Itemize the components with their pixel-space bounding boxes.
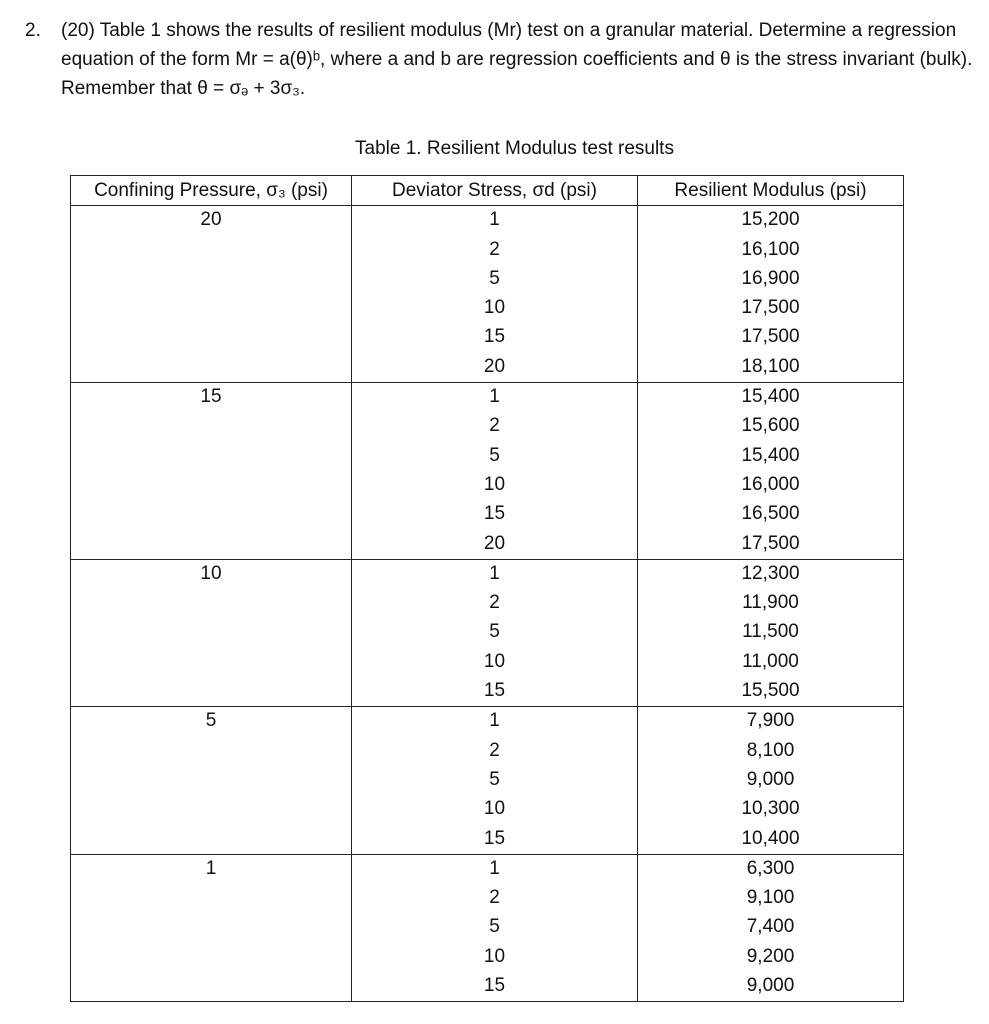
header-deviator-stress: Deviator Stress, σd (psi) <box>352 176 638 206</box>
table-row <box>71 677 904 707</box>
table-row <box>71 471 904 500</box>
header-confining-pressure: Confining Pressure, σ₃ (psi) <box>71 176 352 206</box>
table-row <box>71 795 904 824</box>
deviator-stress-cell: 10 <box>352 943 638 972</box>
resilient-modulus-cell: 6,300 <box>638 854 904 884</box>
table-row <box>71 294 904 323</box>
problem-number: 2. <box>25 20 41 41</box>
deviator-stress-cell: 5 <box>352 265 638 294</box>
table-row <box>71 618 904 647</box>
resilient-modulus-cell: 11,900 <box>638 589 904 618</box>
deviator-stress-cell: 5 <box>352 618 638 647</box>
confining-pressure-cell: 5 <box>71 707 352 737</box>
deviator-stress-cell: 1 <box>352 854 638 884</box>
deviator-stress-cell: 5 <box>352 766 638 795</box>
deviator-stress-cell: 15 <box>352 500 638 529</box>
confining-pressure-cell <box>71 677 352 707</box>
resilient-modulus-cell: 11,500 <box>638 618 904 647</box>
problem-statement <box>25 16 980 103</box>
table-row <box>71 530 904 560</box>
confining-pressure-cell <box>71 618 352 647</box>
deviator-stress-cell: 20 <box>352 530 638 560</box>
confining-pressure-cell <box>71 294 352 323</box>
table-row <box>71 442 904 471</box>
deviator-stress-cell: 10 <box>352 648 638 677</box>
deviator-stress-cell: 10 <box>352 294 638 323</box>
resilient-modulus-cell: 10,400 <box>638 825 904 855</box>
table-row <box>71 972 904 1002</box>
resilient-modulus-cell: 16,500 <box>638 500 904 529</box>
resilient-modulus-cell: 9,200 <box>638 943 904 972</box>
confining-pressure-cell <box>71 589 352 618</box>
resilient-modulus-cell: 16,000 <box>638 471 904 500</box>
confining-pressure-cell: 20 <box>71 206 352 236</box>
table-row <box>71 323 904 352</box>
confining-pressure-cell <box>71 530 352 560</box>
resilient-modulus-cell: 7,900 <box>638 707 904 737</box>
confining-pressure-cell <box>71 766 352 795</box>
resilient-modulus-cell: 18,100 <box>638 353 904 383</box>
confining-pressure-cell <box>71 884 352 913</box>
confining-pressure-cell <box>71 795 352 824</box>
deviator-stress-cell: 15 <box>352 677 638 707</box>
confining-pressure-cell <box>71 412 352 441</box>
deviator-stress-cell: 2 <box>352 589 638 618</box>
resilient-modulus-cell: 16,900 <box>638 265 904 294</box>
table-row <box>71 383 904 413</box>
resilient-modulus-cell: 11,000 <box>638 648 904 677</box>
table-row <box>71 236 904 265</box>
confining-pressure-cell <box>71 323 352 352</box>
deviator-stress-cell: 10 <box>352 471 638 500</box>
resilient-modulus-cell: 17,500 <box>638 323 904 352</box>
problem-text: (20) Table 1 shows the results of resilient modulus (Mr) test on a granular material. Determine a regression equation of the form Mr = a(θ)ᵇ, where a and b are regression coefficients and θ is the stress invariant (bulk). Remember that θ = σₔ + 3σ₃. <box>61 20 973 99</box>
resilient-modulus-cell: 9,100 <box>638 884 904 913</box>
confining-pressure-cell <box>71 265 352 294</box>
table-row <box>71 943 904 972</box>
confining-pressure-cell <box>71 913 352 942</box>
deviator-stress-cell: 5 <box>352 913 638 942</box>
confining-pressure-cell <box>71 500 352 529</box>
resilient-modulus-cell: 9,000 <box>638 766 904 795</box>
deviator-stress-cell: 5 <box>352 442 638 471</box>
resilient-modulus-cell: 15,400 <box>638 442 904 471</box>
resilient-modulus-cell: 15,200 <box>638 206 904 236</box>
resilient-modulus-cell: 15,400 <box>638 383 904 413</box>
deviator-stress-cell: 1 <box>352 206 638 236</box>
table-row <box>71 854 904 884</box>
confining-pressure-cell <box>71 943 352 972</box>
deviator-stress-cell: 1 <box>352 383 638 413</box>
confining-pressure-cell <box>71 442 352 471</box>
deviator-stress-cell: 2 <box>352 884 638 913</box>
table-row <box>71 825 904 855</box>
deviator-stress-cell: 15 <box>352 972 638 1002</box>
header-resilient-modulus: Resilient Modulus (psi) <box>638 176 904 206</box>
confining-pressure-cell <box>71 353 352 383</box>
resilient-modulus-cell: 17,500 <box>638 530 904 560</box>
table-row <box>71 412 904 441</box>
resilient-modulus-cell: 17,500 <box>638 294 904 323</box>
confining-pressure-cell <box>71 471 352 500</box>
resilient-modulus-cell: 12,300 <box>638 559 904 589</box>
resilient-modulus-cell: 8,100 <box>638 737 904 766</box>
table-caption: Table 1. Resilient Modulus test results <box>355 138 674 159</box>
deviator-stress-cell: 15 <box>352 825 638 855</box>
table-header-row <box>71 176 904 206</box>
confining-pressure-cell <box>71 648 352 677</box>
table-row <box>71 265 904 294</box>
table-row <box>71 884 904 913</box>
confining-pressure-cell <box>71 972 352 1002</box>
deviator-stress-cell: 1 <box>352 559 638 589</box>
table-row <box>71 559 904 589</box>
table-row <box>71 353 904 383</box>
resilient-modulus-cell: 10,300 <box>638 795 904 824</box>
table-row <box>71 737 904 766</box>
deviator-stress-cell: 15 <box>352 323 638 352</box>
table-row <box>71 913 904 942</box>
confining-pressure-cell: 15 <box>71 383 352 413</box>
table-row <box>71 589 904 618</box>
table-row <box>71 707 904 737</box>
confining-pressure-cell: 1 <box>71 854 352 884</box>
confining-pressure-cell <box>71 825 352 855</box>
confining-pressure-cell <box>71 737 352 766</box>
deviator-stress-cell: 20 <box>352 353 638 383</box>
resilient-modulus-cell: 7,400 <box>638 913 904 942</box>
table-body <box>71 206 904 1002</box>
resilient-modulus-cell: 15,500 <box>638 677 904 707</box>
deviator-stress-cell: 1 <box>352 707 638 737</box>
confining-pressure-cell: 10 <box>71 559 352 589</box>
deviator-stress-cell: 10 <box>352 795 638 824</box>
table-row <box>71 500 904 529</box>
table-row <box>71 206 904 236</box>
resilient-modulus-cell: 16,100 <box>638 236 904 265</box>
confining-pressure-cell <box>71 236 352 265</box>
deviator-stress-cell: 2 <box>352 412 638 441</box>
resilient-modulus-table <box>70 175 904 1002</box>
resilient-modulus-cell: 9,000 <box>638 972 904 1002</box>
table-row <box>71 648 904 677</box>
table-row <box>71 766 904 795</box>
resilient-modulus-cell: 15,600 <box>638 412 904 441</box>
deviator-stress-cell: 2 <box>352 737 638 766</box>
deviator-stress-cell: 2 <box>352 236 638 265</box>
